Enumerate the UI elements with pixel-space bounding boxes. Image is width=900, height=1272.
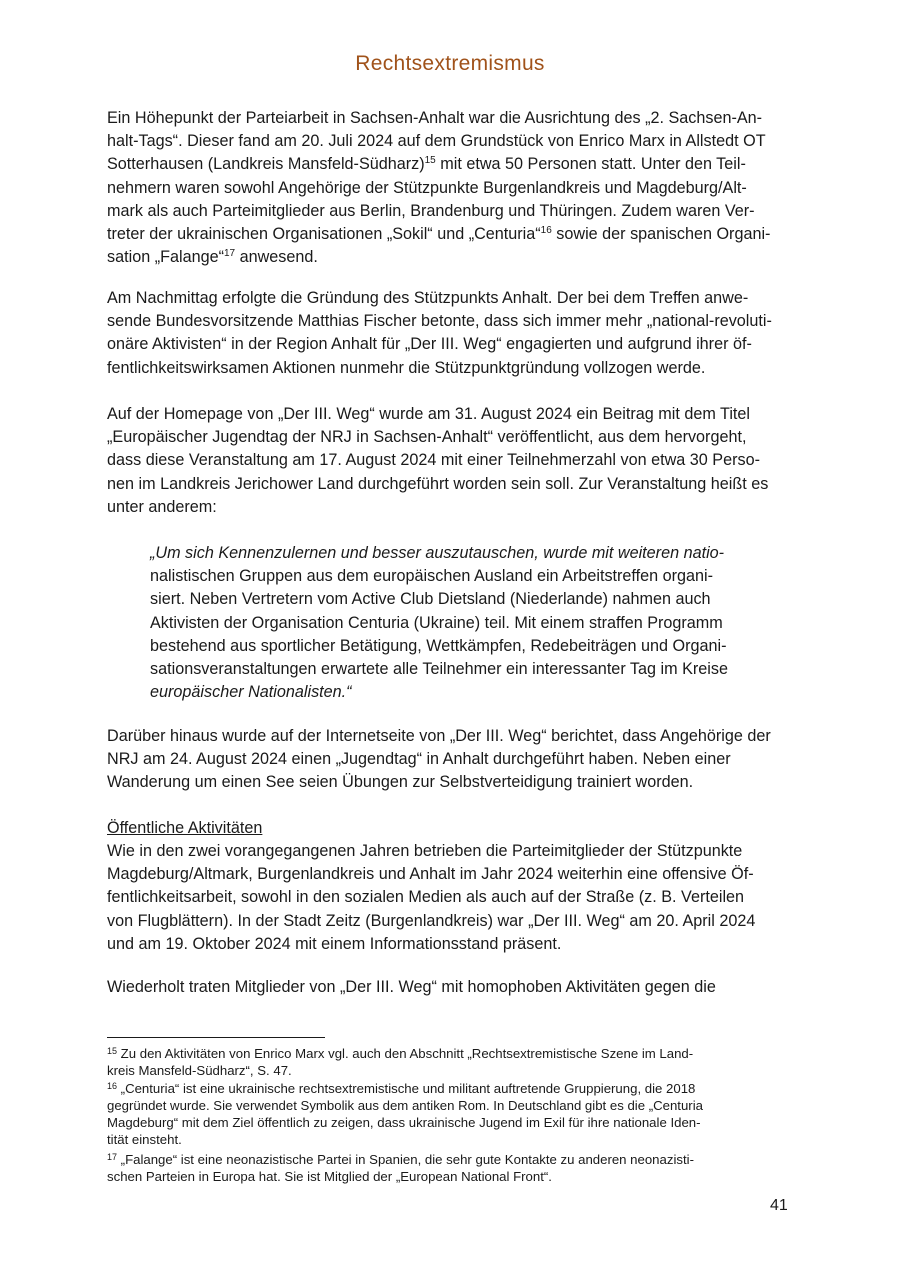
text-line: Sotterhausen (Landkreis Mansfeld-Südharz)$^{15}$ mit etwa 50 Personen statt. Unter den Teil- [107,155,746,174]
footnote-line: $^{15}$ Zu den Aktivitäten von Enrico Marx vgl. auch den Abschnitt „Rechtsextremistische Szene im Land- [107,1046,694,1061]
section-heading: Öffentliche Aktivitäten [107,819,263,837]
footnote-15 [107,1045,797,1079]
text-line: fentlichkeitsarbeit, sowohl in den sozialen Medien als auch auf der Straße (z. B. Verteilen [107,888,745,907]
text-line: von Flugblättern). In der Stadt Zeitz (Burgenlandkreis) war „Der III. Weg“ am 20. April 2024 [107,911,756,930]
quote-line: „Um sich Kennenzulernen und besser auszutauschen, wurde mit weiteren natio- [150,544,725,562]
text-line: Wanderung um einen See seien Übungen zur Selbstverteidigung trainiert worden. [107,773,694,792]
footnote-line: schen Parteien in Europa hat. Sie ist Mitglied der „European National Front“. [107,1169,552,1184]
page-number: 41 [770,1197,788,1214]
text-line: Wiederholt traten Mitglieder von „Der III. Weg“ mit homophoben Aktivitäten gegen die [107,978,716,996]
footnote-line: $^{16}$ „Centuria“ ist eine ukrainische rechtsextremistische und militant auftretende Gruppierung, die 2018 [107,1081,696,1096]
footnote-ref-15[interactable]: 15 [424,155,436,167]
text-line: „Europäischer Jugendtag der NRJ in Sachsen-Anhalt“ veröffentlicht, aus dem hervorgeht, [107,428,747,447]
text-line: unter anderem: [107,497,217,516]
footnote-line: $^{17}$ „Falange“ ist eine neonazistische Partei in Spanien, die sehr gute Kontakte zu anderen neonazisti- [107,1152,694,1167]
footnote-number: 15 [107,1046,118,1056]
quote-line: bestehend aus sportlicher Betätigung, Wettkämpfen, Redebeiträgen und Organi- [150,636,727,655]
footnote-number: 17 [107,1152,118,1162]
text-line: mark als auch Parteimitglieder aus Berlin, Brandenburg und Thüringen. Zudem waren Ver- [107,201,755,220]
footnote-line: tität einsteht. [107,1132,182,1147]
footnote-17 [107,1151,797,1185]
quote-line: siert. Neben Vertretern vom Active Club Dietsland (Niederlande) nahmen auch [150,590,711,609]
text-line: sation „Falange“$^{17}$ anwesend. [107,248,318,267]
quote-line: sationsveranstaltungen erwartete alle Teilnehmer ein interessanter Tag im Kreise [150,660,728,679]
text-line: Ein Höhepunkt der Parteiarbeit in Sachsen-Anhalt war die Ausrichtung des „2. Sachsen-An- [107,109,763,127]
text-line: onäre Aktivisten“ in der Region Anhalt für „Der III. Weg“ engagierten und aufgrund ihrer öf- [107,335,752,354]
quote-line: europäischer Nationalisten.“ [150,683,352,702]
text-line: Darüber hinaus wurde auf der Internetseite von „Der III. Weg“ berichtet, dass Angehörige der [107,727,771,745]
paragraph-5 [107,840,797,956]
text-line: NRJ am 24. August 2024 einen „Jugendtag“ in Anhalt durchgeführt haben. Neben einer [107,750,731,769]
footnote-ref-17[interactable]: 17 [223,248,236,260]
text-line: und am 19. Oktober 2024 mit einem Informationsstand präsent. [107,934,562,953]
footnote-number: 16 [107,1081,118,1091]
running-header: Rechtsextremismus [355,52,545,75]
text-line: Magdeburg/Altmark, Burgenlandkreis und Anhalt im Jahr 2024 weiterhin eine offensive Öf- [107,865,754,884]
text-line: fentlichkeitswirksamen Aktionen nunmehr die Stützpunktgründung vollzogen werde. [107,358,706,377]
text-line: Auf der Homepage von „Der III. Weg“ wurde am 31. August 2024 ein Beitrag mit dem Titel [107,405,751,423]
footnote-divider [107,1037,325,1038]
text-line: sende Bundesvorsitzende Matthias Fischer betonte, dass sich immer mehr „national-revoluti- [107,312,772,331]
footnote-line: kreis Mansfeld-Südharz“, S. 47. [107,1063,292,1078]
quote-line: nalistischen Gruppen aus dem europäischen Ausland ein Arbeitstreffen organi- [150,567,714,586]
paragraph-1 [107,107,797,269]
quote-line: Aktivisten der Organisation Centuria (Ukraine) teil. Mit einem straffen Programm [150,613,723,632]
paragraph-3 [107,403,797,519]
block-quote [150,542,760,704]
text-line: nehmern waren sowohl Angehörige der Stützpunkte Burgenlandkreis und Magdeburg/Alt- [107,178,747,197]
paragraph-2 [107,287,797,380]
footnote-16 [107,1080,797,1148]
text-line: Am Nachmittag erfolgte die Gründung des Stützpunkts Anhalt. Der bei dem Treffen anwe- [107,289,749,307]
paragraph-6 [107,976,797,999]
paragraph-4 [107,725,797,795]
text-line: treter der ukrainischen Organisationen „Sokil“ und „Centuria“$^{16}$ sowie der spanischen Organi- [107,225,771,244]
text-line: Wie in den zwei vorangegangenen Jahren betrieben die Parteimitglieder der Stützpunkte [107,842,743,860]
text-line: dass diese Veranstaltung am 17. August 2024 mit einer Teilnehmerzahl von etwa 30 Perso- [107,451,760,470]
footnote-line: gegründet wurde. Sie verwendet Symbolik aus dem antiken Rom. In Deutschland gibt es die „Centuria [107,1098,703,1113]
text-line: halt-Tags“. Dieser fand am 20. Juli 2024 auf dem Grundstück von Enrico Marx in Allstedt OT [107,132,766,151]
text-line: nen im Landkreis Jerichower Land durchgeführt worden sein soll. Zur Veranstaltung heißt es [107,474,769,493]
footnote-line: Magdeburg“ mit dem Ziel öffentlich zu zeigen, dass ukrainische Jugend im Exil für ihre nationale Iden- [107,1115,701,1130]
footnote-ref-16[interactable]: 16 [540,225,552,237]
